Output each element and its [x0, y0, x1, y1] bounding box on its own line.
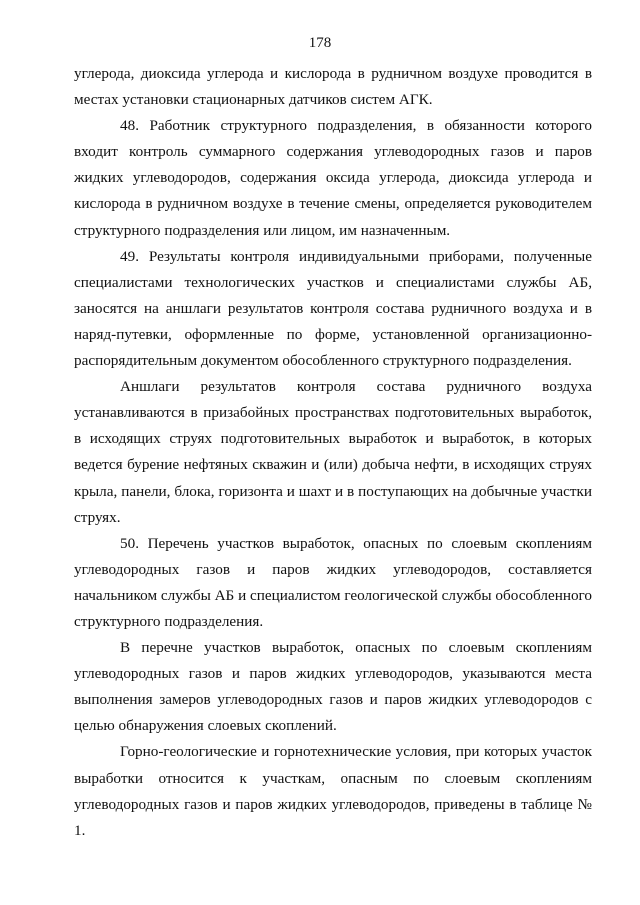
- paragraph-usloviya: Горно-геологические и горнотехнические условия, при которых участок выработки относится к участкам, опасным по слоевым скоплениям углеводородных газов и паров жидких углеводородов, приведены в таблице № 1.: [74, 743, 592, 839]
- paragraph-perechen: В перечне участков выработок, опасных по слоевым скоплениям углеводородных газов и паров жидких углеводородов, указываются места выполнения замеров углеводородных газов и паров жидких углеводородов с целью обнаружения слоевых скоплений.: [74, 639, 592, 735]
- document-body: [74, 61, 592, 844]
- paragraph-continuation: углерода, диоксида углерода и кислорода в рудничном воздухе проводится в местах установки стационарных датчиков систем АГК.: [74, 65, 592, 109]
- paragraph-anshlagi: Аншлаги результатов контроля состава рудничного воздуха устанавливаются в призабойных пространствах подготовительных выработок, в исходящих струях подготовительных выработок и выработок, в которых ведется бурение нефтяных скважин и (или) добыча нефти, в исходящих струях крыла, панели, блока, горизонта и шахт и в поступающих на добычные участки струях.: [74, 378, 592, 526]
- page-number: 178: [308, 35, 332, 51]
- paragraph-50: 50. Перечень участков выработок, опасных по слоевым скоплениям углеводородных газов и паров жидких углеводородов, составляется начальником службы АБ и специалистом геологической службы обособленного структурного подразделения.: [74, 534, 592, 630]
- paragraph-49: 49. Результаты контроля индивидуальными приборами, полученные специалистами технологических участков и специалистами службы АБ, заносятся на аншлаги результатов контроля состава рудничного воздуха и в наряд-путевки, оформленные по форме, установленной организационно-распорядительным документом обособленного структурного подразделения.: [74, 247, 592, 370]
- paragraph-48: 48. Работник структурного подразделения, в обязанности которого входит контроль суммарного содержания углеводородных газов и паров жидких углеводородов, содержания оксида углерода, диоксида углерода и кислорода в рудничном воздухе в течение смены, определяется руководителем структурного подразделения или лицом, им назначенным.: [74, 117, 592, 239]
